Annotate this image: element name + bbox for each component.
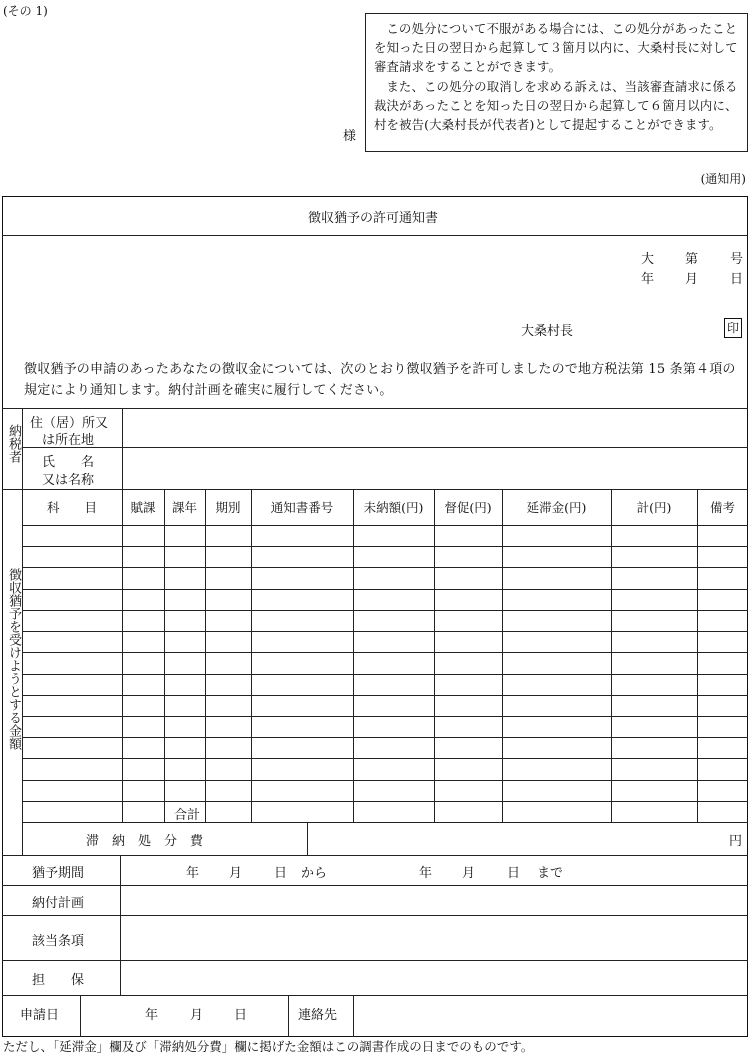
taxpayer-section-label: 納税者 — [6, 424, 21, 463]
amount-table-row — [22, 801, 748, 802]
period-from-suffix: から — [301, 866, 328, 881]
amount-column-header: 未納額(円) — [363, 500, 424, 515]
number-dai: 第 — [685, 252, 699, 267]
amount-table-column-line — [502, 489, 503, 822]
address-label-line-1: 住（居）所又 — [30, 416, 109, 431]
taxpayer-label-line — [122, 408, 123, 489]
official-seal: 印 — [724, 318, 742, 338]
amount-column-header: 賦課 — [130, 500, 156, 515]
amount-column-header: 期別 — [215, 500, 241, 515]
period-to-year: 年 — [419, 866, 433, 881]
amount-table-column-line — [353, 489, 354, 822]
amount-table-column-line — [251, 489, 252, 822]
total-row-divider — [22, 822, 748, 823]
amount-column-header: 通知書番号 — [270, 500, 334, 515]
amount-table-column-line — [697, 489, 698, 822]
appeal-notice-box — [365, 13, 748, 152]
amount-table-row — [22, 780, 748, 781]
notice-body-text: 徴収猶予の申請のあったあなたの徴収金については、次のとおり徴収猶予を許可しましたので地方税法第 15 条第４項の規定により通知します。納付計画を確実に履行してください。 — [24, 362, 736, 398]
collateral-label: 担 保 — [32, 973, 85, 988]
amount-column-header: 計(円) — [636, 500, 672, 515]
amount-column-header: 科 目 — [46, 500, 97, 515]
addressee-suffix: 様 — [343, 129, 357, 144]
title-divider — [2, 235, 748, 236]
amount-table-row — [22, 674, 748, 675]
name-label-line-1: 氏 名 — [42, 455, 95, 470]
amount-table-row — [22, 546, 748, 547]
amount-column-header: 課年 — [171, 500, 197, 515]
total-label: 合計 — [174, 808, 201, 823]
taxpayer-row-divider — [22, 447, 748, 448]
contact-label: 連絡先 — [298, 1008, 338, 1023]
contact-label-line-left — [288, 995, 289, 1037]
delinquency-fee-label: 滞 納 処 分 費 — [86, 834, 204, 849]
period-to-suffix: まで — [537, 866, 564, 881]
period-from-month: 月 — [229, 866, 243, 881]
amount-section-label: 徴収猶予を受けようとする金額 — [6, 568, 21, 750]
amount-table-column-line — [611, 489, 612, 822]
footnote: ただし、「延滞金」欄及び「滞納処分費」欄に掲げた金額はこの調書作成の日までのものです。 — [3, 1039, 534, 1053]
address-label-line-2: は所在地 — [42, 433, 95, 448]
amount-table-row — [22, 631, 748, 632]
notice-form-frame — [2, 196, 748, 1037]
amount-column-header: 備考 — [709, 500, 735, 515]
amount-table-row — [22, 652, 748, 653]
appeal-notice-paragraph-1: この処分について不服がある場合には、この処分があったことを知った日の翌日から起算して３箇月以内に、大桑村長に対して審査請求をすることができます。 — [374, 21, 738, 75]
taxpayer-bottom-divider — [2, 489, 748, 490]
date-day: 日 — [730, 272, 744, 287]
delinquency-fee-unit: 円 — [729, 834, 743, 849]
application-date-label: 申請日 — [20, 1008, 60, 1023]
amount-table-row — [22, 716, 748, 717]
amount-table-row — [22, 589, 748, 590]
period-to-month: 月 — [462, 866, 476, 881]
clause-divider — [2, 960, 748, 961]
applicable-clause-label: 該当条項 — [32, 934, 85, 949]
application-month: 月 — [190, 1008, 204, 1023]
amount-table-row — [22, 610, 748, 611]
application-year: 年 — [145, 1008, 159, 1023]
amount-header-divider — [22, 525, 748, 526]
fee-label-line — [307, 822, 308, 855]
number-go: 号 — [730, 252, 744, 267]
payment-plan-label: 納付計画 — [32, 896, 85, 911]
amount-table-column-line — [205, 489, 206, 822]
date-year: 年 — [641, 272, 655, 287]
document-title: 徴収猶予の許可通知書 — [307, 211, 438, 226]
amount-table-column-line — [164, 489, 165, 822]
period-to-day: 日 — [507, 866, 521, 881]
application-day: 日 — [234, 1008, 248, 1023]
amount-column-header: 督促(円) — [444, 500, 492, 515]
amount-table-row — [22, 567, 748, 568]
plan-divider — [2, 915, 748, 916]
amount-table-column-line — [122, 489, 123, 822]
document-kind: (通知用) — [700, 172, 746, 186]
body-divider — [2, 408, 748, 409]
amount-table-row — [22, 758, 748, 759]
date-month: 月 — [685, 272, 699, 287]
amount-table-column-line — [434, 489, 435, 822]
appeal-notice-paragraph-2: また、この処分の取消しを求める訴えは、当該審査請求に係る裁決があったことを知った日の翌日から起算して６箇月以内に、村を被告(大桑村長が代表者)として提起することができます。 — [374, 78, 738, 133]
contact-label-line-right — [353, 995, 354, 1037]
amount-column-header: 延滞金(円) — [526, 500, 587, 515]
amount-table-row — [22, 695, 748, 696]
number-prefix: 大 — [641, 252, 655, 267]
amount-bottom-divider — [2, 855, 748, 856]
issuer-name: 大桑村長 — [521, 324, 574, 339]
period-label: 猶予期間 — [32, 866, 85, 881]
lower-label-line — [120, 855, 121, 995]
period-from-year: 年 — [186, 866, 200, 881]
application-date-line — [80, 995, 81, 1037]
name-label-line-2: 又は名称 — [42, 473, 95, 488]
period-divider — [2, 885, 748, 886]
form-number: (その 1) — [3, 4, 48, 18]
period-from-day: 日 — [274, 866, 288, 881]
amount-table-row — [22, 737, 748, 738]
collateral-divider — [2, 995, 748, 996]
